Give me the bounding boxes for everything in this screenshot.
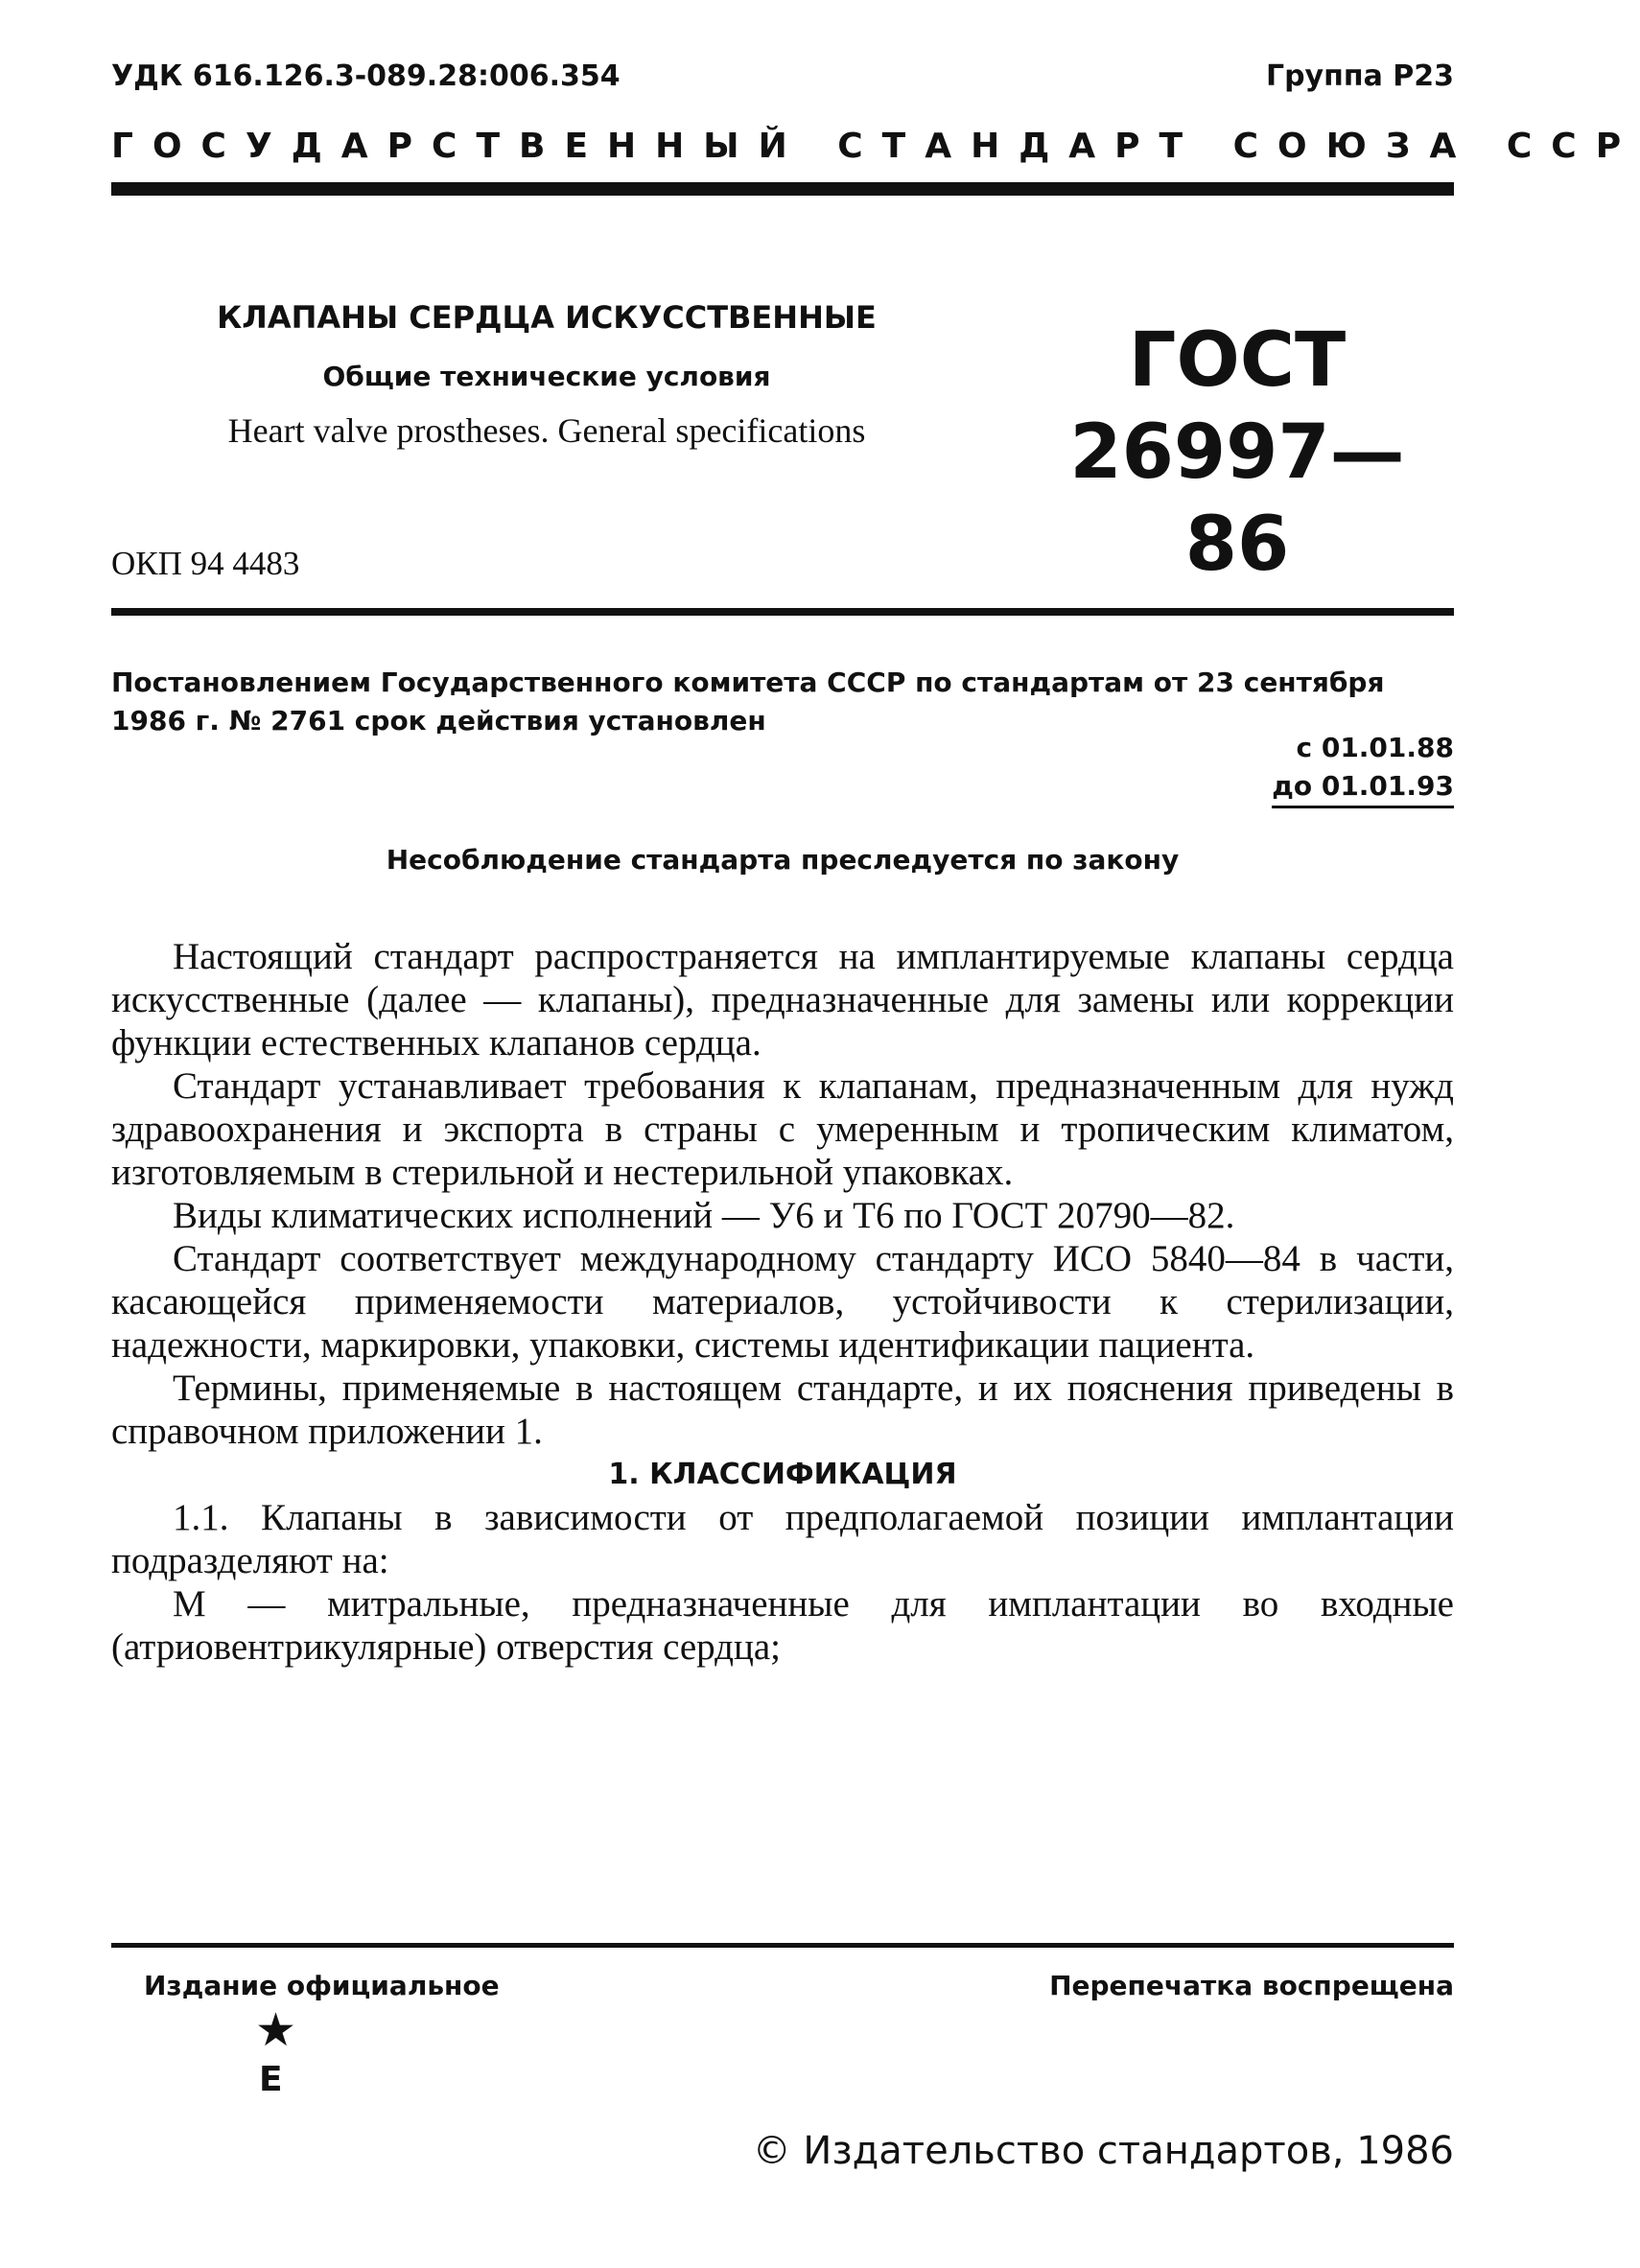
state-standard-banner: ГОСУДАРСТВЕННЫЙ СТАНДАРТ СОЮЗА ССР [111,127,1640,166]
udk-code: УДК 616.126.3-089.28:006.354 [111,59,621,93]
body-text [111,935,1454,1669]
okp-code: ОКП 94 4483 [111,545,300,582]
paragraph: Виды климатических исполнений — У6 и Т6 по ГОСТ 20790—82. [173,1195,1235,1236]
document-subtitle: Общие технические условия [322,361,771,392]
decree-text: Постановлением Государственного комитета СССР по стандартам от 23 сентября 1986 г. № 2761 срок действия установлен [111,666,1385,737]
title-rule [111,608,1454,616]
valid-to: до 01.01.93 [1272,767,1454,808]
reprint-notice: Перепечатка воспрещена [1049,1970,1454,2001]
header-rule [111,182,1454,196]
gost-label: ГОСТ [1128,317,1347,404]
validity-dates [1272,729,1454,808]
document-title: КЛАПАНЫ СЕРДЦА ИСКУССТВЕННЫЕ [217,299,877,336]
paragraph: М — митральные, предназначенные для имплантации во входные (атриовентрикулярные) отверстия сердца; [111,1583,1454,1668]
footer-rule [111,1943,1454,1948]
paragraph: Термины, применяемые в настоящем стандарте, и их пояснения приведены в справочном приложении 1. [111,1368,1454,1452]
english-title: Heart valve prostheses. General specifications [227,411,866,450]
group-code: Группа Р23 [1265,59,1454,93]
gost-designation [1036,315,1439,591]
star-icon: ★ [255,2005,297,2056]
paragraph: Стандарт устанавливает требования к клапанам, предназначенным для нужд здравоохранения и экспорта в страны с умеренным и тропическим климатом, изготовляемым в стерильной и нестерильной упаковках. [111,1065,1454,1193]
paragraph: 1.1. Клапаны в зависимости от предполагаемой позиции имплантации подразделяют на: [111,1497,1454,1581]
paragraph: Настоящий стандарт распространяется на имплантируемые клапаны сердца искусственные (далее — клапаны), предназначенные для замены или коррекции функции естественных клапанов сердца. [111,936,1454,1064]
edition-letter: Е [259,2060,283,2099]
copyright: © Издательство стандартов, 1986 [752,2129,1454,2173]
official-edition: Издание официальное [144,1970,500,2001]
section-heading: 1. КЛАССИФИКАЦИЯ [608,1458,957,1491]
non-compliance-notice: Несоблюдение стандарта преследуется по закону [386,844,1180,876]
valid-from: с 01.01.88 [1296,732,1454,763]
paragraph: Стандарт соответствует международному стандарту ИСО 5840—84 в части, касающейся применяемости материалов, устойчивости к стерилизации, надежности, маркировки, упаковки, системы идентификации пациента. [111,1238,1454,1366]
gost-number: 26997—86 [1069,409,1405,588]
